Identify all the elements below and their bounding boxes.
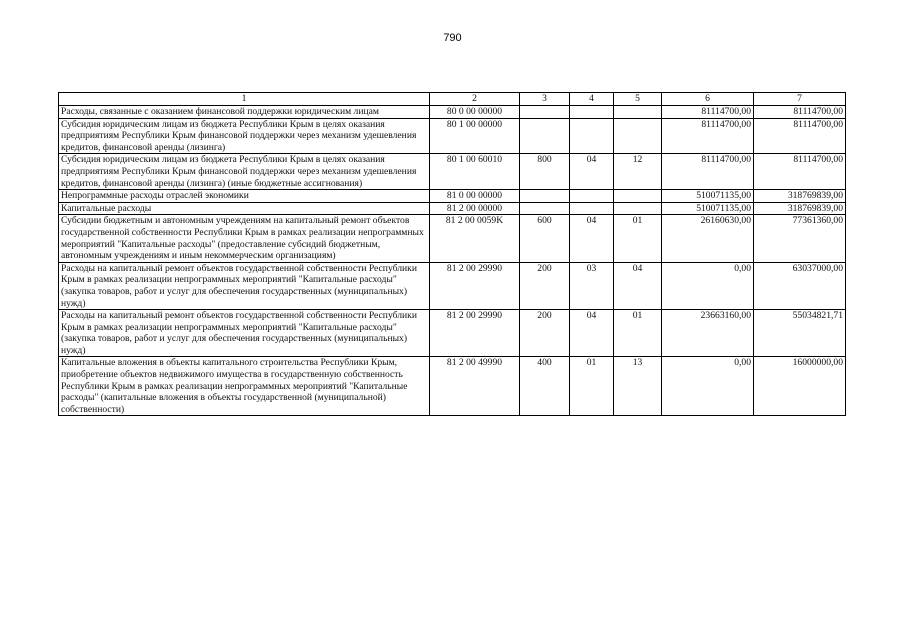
row-col-4: 04 bbox=[570, 154, 614, 190]
row-name: Расходы, связанные с оказанием финансовой поддержки юридическим лицам bbox=[59, 106, 430, 119]
row-amount-7: 63037000,00 bbox=[754, 262, 846, 309]
row-amount-7: 318769839,00 bbox=[754, 190, 846, 203]
row-code: 81 2 00 0059K bbox=[430, 215, 520, 262]
row-amount-6: 81114700,00 bbox=[662, 118, 754, 154]
table-row bbox=[59, 215, 846, 262]
header-col-2: 2 bbox=[430, 93, 520, 106]
row-name: Капитальные вложения в объекты капитального строительства Республики Крым, приобретение объектов недвижимого имущества в государственную собственность Республики Крым в рамках реализации непрограммных мероприятий "Капитальные расходы" (капитальные вложения в объекты государственной (муниципальной) собственности) bbox=[59, 357, 430, 416]
header-col-5: 5 bbox=[614, 93, 662, 106]
row-col-3: 200 bbox=[520, 262, 570, 309]
row-code: 80 0 00 00000 bbox=[430, 106, 520, 119]
table-row bbox=[59, 262, 846, 309]
row-col-5 bbox=[614, 202, 662, 215]
table-row bbox=[59, 106, 846, 119]
table-row bbox=[59, 118, 846, 154]
row-code: 80 1 00 60010 bbox=[430, 154, 520, 190]
row-name: Расходы на капитальный ремонт объектов государственной собственности Республики Крым в рамках реализации непрограммных мероприятий "Капитальные расходы" (закупка товаров, работ и услуг для обеспечения государственных (муниципальных) нужд) bbox=[59, 262, 430, 309]
row-col-3 bbox=[520, 106, 570, 119]
budget-table bbox=[58, 92, 846, 416]
table-row bbox=[59, 154, 846, 190]
row-col-5: 04 bbox=[614, 262, 662, 309]
row-col-3: 800 bbox=[520, 154, 570, 190]
row-code: 81 0 00 00000 bbox=[430, 190, 520, 203]
row-col-3 bbox=[520, 118, 570, 154]
table-row bbox=[59, 202, 846, 215]
row-col-4 bbox=[570, 118, 614, 154]
row-amount-7: 81114700,00 bbox=[754, 154, 846, 190]
row-code: 81 2 00 29990 bbox=[430, 310, 520, 357]
row-col-5 bbox=[614, 190, 662, 203]
table-header bbox=[59, 93, 846, 106]
row-amount-6: 81114700,00 bbox=[662, 106, 754, 119]
row-col-5: 01 bbox=[614, 215, 662, 262]
row-col-5 bbox=[614, 106, 662, 119]
page-number: 790 bbox=[443, 32, 462, 44]
table-row bbox=[59, 310, 846, 357]
header-col-7: 7 bbox=[754, 93, 846, 106]
row-col-4 bbox=[570, 106, 614, 119]
table-body bbox=[59, 106, 846, 416]
row-name: Капитальные расходы bbox=[59, 202, 430, 215]
row-col-4: 04 bbox=[570, 310, 614, 357]
row-code: 81 2 00 29990 bbox=[430, 262, 520, 309]
header-row bbox=[59, 93, 846, 106]
row-amount-6: 0,00 bbox=[662, 357, 754, 416]
row-amount-7: 16000000,00 bbox=[754, 357, 846, 416]
row-col-3: 600 bbox=[520, 215, 570, 262]
row-amount-7: 81114700,00 bbox=[754, 118, 846, 154]
row-amount-6: 26160630,00 bbox=[662, 215, 754, 262]
row-amount-7: 81114700,00 bbox=[754, 106, 846, 119]
row-col-5: 12 bbox=[614, 154, 662, 190]
row-code: 81 2 00 49990 bbox=[430, 357, 520, 416]
header-col-6: 6 bbox=[662, 93, 754, 106]
row-code: 80 1 00 00000 bbox=[430, 118, 520, 154]
row-col-5: 13 bbox=[614, 357, 662, 416]
row-amount-6: 81114700,00 bbox=[662, 154, 754, 190]
row-amount-7: 55034821,71 bbox=[754, 310, 846, 357]
row-amount-6: 510071135,00 bbox=[662, 190, 754, 203]
row-col-4: 01 bbox=[570, 357, 614, 416]
row-col-5: 01 bbox=[614, 310, 662, 357]
row-amount-7: 318769839,00 bbox=[754, 202, 846, 215]
row-name: Субсидии бюджетным и автономным учреждениям на капитальный ремонт объектов государственной собственности Республики Крым в рамках реализации непрограммных мероприятий "Капитальные расходы" (предоставление субсидий бюджетным, автономным учреждениям и иным некоммерческим организациям) bbox=[59, 215, 430, 262]
row-col-5 bbox=[614, 118, 662, 154]
row-amount-6: 510071135,00 bbox=[662, 202, 754, 215]
row-col-4: 04 bbox=[570, 215, 614, 262]
row-amount-6: 23663160,00 bbox=[662, 310, 754, 357]
row-col-3 bbox=[520, 202, 570, 215]
row-col-3: 200 bbox=[520, 310, 570, 357]
header-col-1: 1 bbox=[59, 93, 430, 106]
row-name: Субсидия юридическим лицам из бюджета Республики Крым в целях оказания предприятиям Республики Крым финансовой поддержки через механизм удешевления кредитов, финансовой аренды (лизинга) (иные бюджетные ассигнования) bbox=[59, 154, 430, 190]
row-code: 81 2 00 00000 bbox=[430, 202, 520, 215]
table-row bbox=[59, 357, 846, 416]
row-col-4 bbox=[570, 190, 614, 203]
row-col-4 bbox=[570, 202, 614, 215]
row-name: Непрограммные расходы отраслей экономики bbox=[59, 190, 430, 203]
row-col-4: 03 bbox=[570, 262, 614, 309]
row-name: Субсидия юридическим лицам из бюджета Республики Крым в целях оказания предприятиям Республики Крым финансовой поддержки через механизм удешевления кредитов, финансовой аренды (лизинга) bbox=[59, 118, 430, 154]
table-row bbox=[59, 190, 846, 203]
row-col-3 bbox=[520, 190, 570, 203]
row-amount-7: 77361360,00 bbox=[754, 215, 846, 262]
header-col-3: 3 bbox=[520, 93, 570, 106]
header-col-4: 4 bbox=[570, 93, 614, 106]
row-name: Расходы на капитальный ремонт объектов государственной собственности Республики Крым в рамках реализации непрограммных мероприятий "Капитальные расходы" (закупка товаров, работ и услуг для обеспечения государственных (муниципальных) нужд) bbox=[59, 310, 430, 357]
row-amount-6: 0,00 bbox=[662, 262, 754, 309]
row-col-3: 400 bbox=[520, 357, 570, 416]
